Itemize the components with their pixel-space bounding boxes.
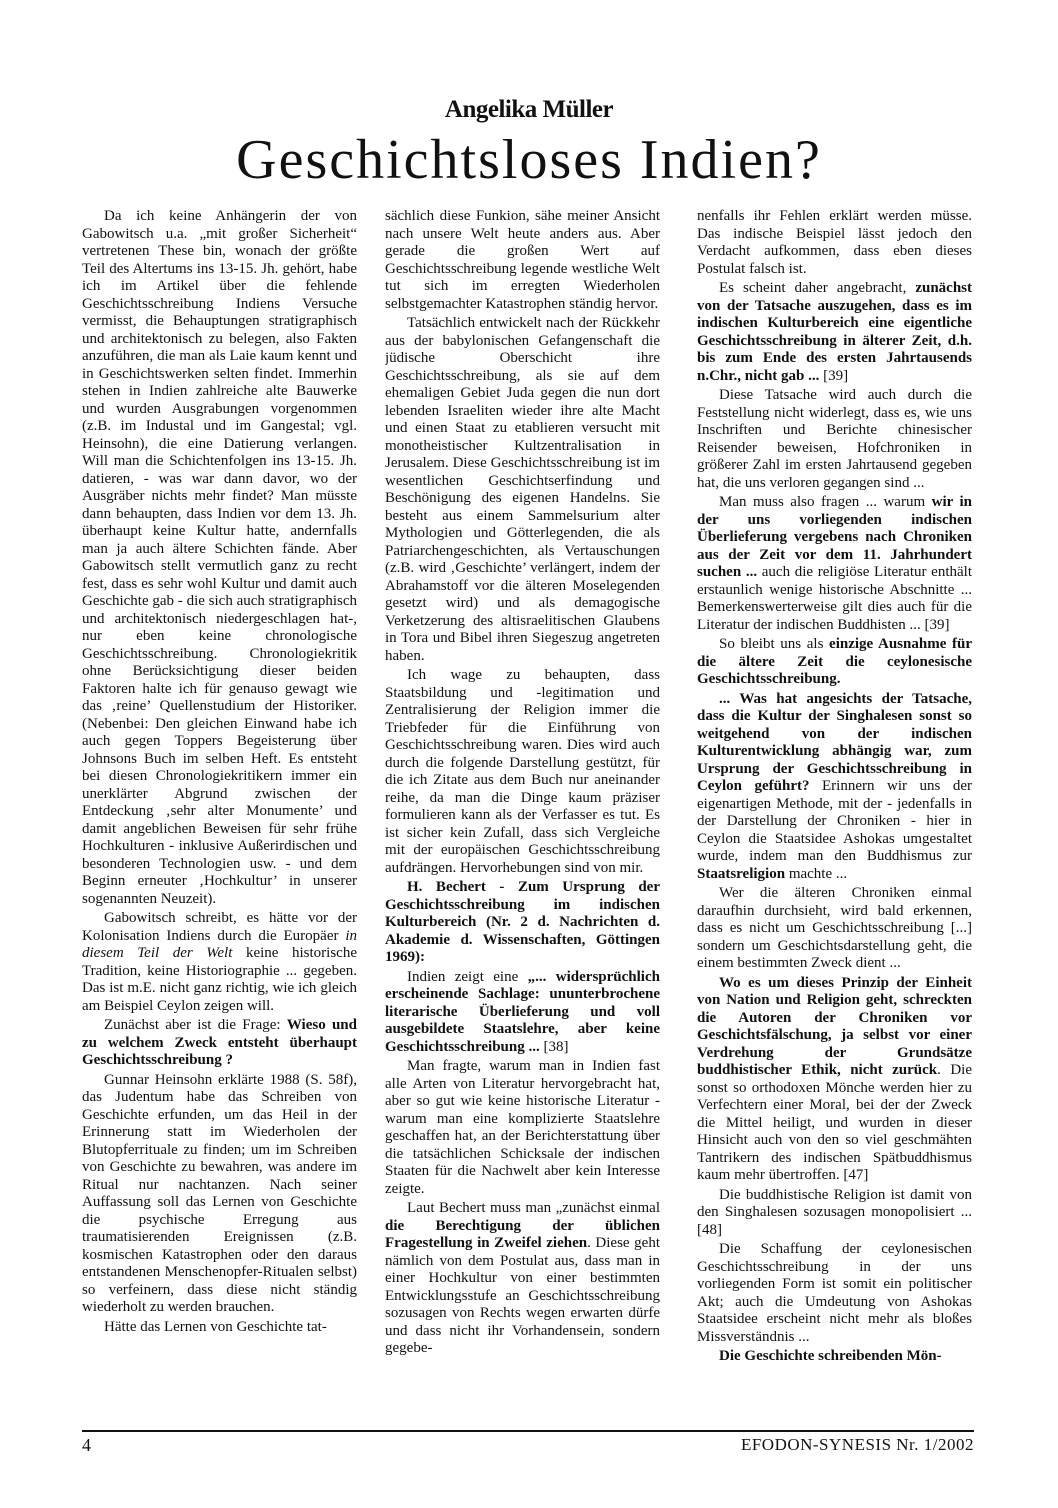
- body-text: keine historische Tradition, keine Historiographie ... gegeben. Das ist m.E. nicht ganz richtig, wie ich gleich am Beispiel Ceylon zeigen will.: [82, 945, 357, 1014]
- paragraph: [385, 1200, 660, 1358]
- paragraph: [82, 208, 357, 908]
- paragraph: [697, 1348, 972, 1366]
- italic-text: in diesem Teil der Welt: [82, 927, 357, 961]
- paragraph: [82, 1017, 357, 1070]
- body-text: Ich wage zu behaupten, dass Staatsbildung und -legitimation und Zentralisierung der Religion immer die Triebfeder für die Einführung von Geschichtsschreibung waren. Dies wird auch durch die folgende Darstellung gestützt, für die ich Zitate aus dem Buch nur aneinander reihe, da man die Dinge kaum präziser formulieren kann als der Verfasser es tut. Es ist sicher kein Zufall, dass sich Vergleiche mit der europäischen Geschichtsschreibung aufdrängen. Hervorhebungen sind von mir.: [385, 667, 660, 876]
- paragraph: [697, 280, 972, 385]
- paragraph: [385, 969, 660, 1057]
- body-text: auch die religiöse Literatur enthält erstaunlich wenige historische Abschnitte ... Bemerkenswerterweise gilt dies auch für die Literatur der indischen Buddhisten ... [39]: [697, 564, 972, 633]
- body-text: So bleibt uns als: [719, 636, 830, 652]
- paragraph: [697, 975, 972, 1185]
- paragraph: [385, 667, 660, 877]
- paragraph: [697, 387, 972, 492]
- paragraph: [385, 1058, 660, 1198]
- body-text: Da ich keine Anhängerin der von Gabowitsch u.a. „mit großer Sicherheit“ vertretenen These bin, wonach der größte Teil des Altertums ins 13-15. Jh. gehört, habe ich im Artikel über die fehlende Geschichtsschreibung Indiens Versuche vermisst, die Behauptungen stratigraphisch und architektonisch zu belegen, also Fakten anzuführen, die man als Laie kaum kennt und in Geschichtswerken selten findet. Immerhin stehen in Indien zahlreiche alte Bauwerke und wurden Ausgrabungen vorgenommen (z.B. im Industal und im Gangestal; vgl. Heinsohn), die eine Datierung verlangen. Will man die Schichtenfolgen ins 13-15. Jh. datieren, - was war dann davor, wo der Ausgräber nichts mehr findet? Man müsste dann behaupten, dass Indien vor dem 13. Jh. überhaupt keine Kultur hatte, andernfalls man ja auch ältere Schichten fände. Aber Gabowitsch stellt vermutlich ganz zu recht fest, dass es sehr wohl Kultur und damit auch Geschichte gab - die sich auch stratigraphisch und architektonisch niedergeschlagen hat-, nur eben keine chronologische Geschichtsschreibung. Chronologiekritik ohne Berücksichtigung dieser beiden Faktoren halte ich für genauso gewagt wie das ‚reine’ Quellenstudium der Historiker. (Nebenbei: Den gleichen Einwand habe ich auch gegen Toppers Begeisterung über Johnsons Buch im selben Heft. Es entsteht bei diesen Chronologiekritikern immer ein unerklärter Abgrund zwischen der Entdeckung ‚sehr alter Monumente’ und damit angeblichen Beweisen für sehr frühe Hochkulturen - inklusive Außerirdischen und besonderen Technologien usw. - und dem Beginn erneuter ‚Hochkultur’ in unserer sogenannten Neuzeit).: [82, 208, 357, 907]
- paragraph: [385, 315, 660, 665]
- body-text: sächlich diese Funkion, sähe meiner Ansicht nach unsere Welt heute anders aus. Aber gerade die großen Wert auf Geschichtsschreibung legende westliche Welt tut sich im erregten Wiederholen selbstgemachter Katastrophen ständig hervor.: [385, 208, 660, 312]
- article-title: Geschichtsloses Indien?: [236, 129, 822, 191]
- bold-text: wir in der uns vorliegenden indischen Überlieferung vergebens nach Chroniken aus der Zeit vor dem 11. Jahrhundert suchen ...: [697, 494, 972, 580]
- paragraph: [697, 636, 972, 689]
- body-text: . Die sonst so orthodoxen Mönche werden hier zu Verfechtern einer Moral, bei der der Zweck die Mittel heiligt, und wurden in dieser Hinsicht auch von den so viel geschmähten Tantrikern des indischen Spätbuddhismus kaum mehr übertroffen. [47]: [697, 1062, 972, 1183]
- body-text: Gabowitsch schreibt, es hätte vor der Kolonisation Indiens durch die Europäer: [82, 910, 357, 944]
- bold-text: ... Was hat angesichts der Tatsache, dass die Kultur der Singhalesen sonst so weitgehend von der indischen Kulturentwicklung abhängig war, zum Ursprung der Geschichtsschreibung in Ceylon geführt?: [697, 690, 972, 794]
- body-text: Man muss also fragen ... warum: [719, 494, 932, 510]
- body-text: Die buddhistische Religion ist damit von den Singhalesen sozusagen monopolisiert ... [48]: [697, 1186, 972, 1238]
- body-text: . Diese geht nämlich von dem Postulat aus, dass man in einer Hochkultur von einer bestimmten Entwicklungsstufe an Geschichtsschreibung sozusagen von Rechts wegen erwarten dürfe und dass nicht ihr Vorhandensein, sondern gegebe-: [385, 1235, 660, 1356]
- bold-text: die Berechtigung der üblichen Fragestellung in Zweifel ziehen: [385, 1217, 660, 1251]
- paragraph: [82, 1319, 357, 1337]
- bold-text: Die Geschichte schreibenden Mön-: [719, 1348, 942, 1364]
- body-text: Es scheint daher angebracht,: [719, 280, 916, 296]
- body-text: Tatsächlich entwickelt nach der Rückkehr aus der babylonischen Gefangenschaft die jüdische Oberschicht ihre Geschichtsschreibung, als sie auf dem ehemaligen Gebiet Juda gegen die nun dort lebenden Israeliten wieder ihre alte Macht und einen Staat zu etablieren versucht mit monotheistischer Kultzentralisation in Jerusalem. Diese Geschichtsschreibung ist im wesentlichen Geschichtserfindung und Beschönigung des eigenen Handelns. Sie besteht aus einem Sammelsurium alter Mythologien und Götterlegenden, die als Patriarchengeschichten, als Vertauschungen (z.B. wird ‚Geschichte’ verlängert, indem der Abrahamstoff vor die älteren Moselegenden gesetzt wird) und als demagogische Verketzerung des altisraelitischen Glaubens in Tora und Bibel ihren Siegeszug angetreten haben.: [385, 315, 660, 664]
- bold-text: zunächst von der Tatsache auszugehen, dass es im indischen Kulturbereich eine eigentliche Geschichtsschreibung in älterer Zeit, d.h. bis zum Ende des ersten Jahrtausends n.Chr., nicht gab ...: [697, 280, 972, 384]
- body-text: Erinnern wir uns der eigenartigen Methode, mit der - jedenfalls in der Darstellung der Chroniken - hier in Ceylon die Staatsidee Ashokas umgestaltet wurde, indem man den Buddhismus zur: [697, 778, 972, 864]
- body-text: Laut Bechert muss man „zunächst einmal: [407, 1200, 660, 1216]
- paragraph: [697, 494, 972, 634]
- text-column-2: [385, 208, 660, 1508]
- body-text: [39]: [819, 367, 849, 384]
- paragraph: [697, 885, 972, 973]
- paragraph: [697, 1241, 972, 1346]
- page-number: 4: [82, 1435, 91, 1455]
- text-column-1: [82, 208, 357, 1508]
- body-text: Wer die älteren Chroniken einmal daraufhin durchsieht, wird bald erkennen, dass es nicht um Geschichtsschreibung [...] sondern um Geschichtsdarstellung geht, die einem bestimmten Zweck dient ...: [697, 885, 972, 971]
- bold-text: „... widersprüchlich erscheinende Sachlage: ununterbrochene literarische Überlieferung und voll ausgebildete Staatslehre, aber keine Geschichtsschreibung ...: [385, 968, 660, 1055]
- paragraph: [385, 879, 660, 967]
- journal-issue: EFODON-SYNESIS Nr. 1/2002: [740, 1435, 974, 1454]
- body-text: Die Schaffung der ceylonesischen Geschichtsschreibung in der uns vorliegenden Form ist somit ein politischer Akt; auch die Umdeutung von Ashokas Staatsidee erscheint nicht mehr als bloßes Missverständnis ...: [697, 1241, 972, 1345]
- body-text: nenfalls ihr Fehlen erklärt werden müsse. Das indische Beispiel lässt jedoch den Verdacht aufkommen, dass eben dieses Postulat falsch ist.: [697, 208, 972, 277]
- body-text: Hätte das Lernen von Geschichte tat-: [104, 1318, 327, 1335]
- author-name: Angelika Müller: [444, 96, 614, 123]
- bold-text: einzige Ausnahme für die ältere Zeit die ceylonesische Geschichtsschreibung.: [697, 636, 972, 687]
- paragraph: [697, 1187, 972, 1240]
- bold-text: H. Bechert - Zum Ursprung der Geschichtsschreibung im indischen Kulturbereich (Nr. 2 d. Nachrichten d. Akademie d. Wissenschaften, Göttingen 1969):: [385, 879, 660, 965]
- paragraph: [697, 691, 972, 884]
- body-text: Gunnar Heinsohn erklärte 1988 (S. 58f), das Judentum habe das Schreiben von Geschichte erfunden, um das Heil in der Erinnerung statt im Wiederholen der Blutopferrituale zu finden; um im Schreiben von Geschichte zu bewahren, was andere im Ritual nur nachtanzen. Nach seiner Auffassung soll das Lernen von Geschichte die psychische Erregung aus traumatisierenden Ereignissen (z.B. kosmischen Katastrophen oder den daraus entstandenen Menschenopfer-Ritualen selbst) so verfeinern, dass diese nicht ständig wiederholt zu werden brauchen.: [82, 1071, 357, 1315]
- body-text: machte ...: [785, 865, 848, 882]
- body-text: Indien zeigt eine: [407, 968, 528, 985]
- body-text: Man fragte, warum man in Indien fast alle Arten von Literatur hervorgebracht hat, aber so gut wie keine historische Literatur - warum man eine komplizierte Staatslehre geschaffen hat, an der Berichterstattung über die tatsächlichen Schicksale der indischen Staaten für die Nachwelt aber kein Interesse zeigte.: [385, 1058, 660, 1197]
- bold-text: Staatsreligion: [697, 865, 786, 882]
- footer-divider: [82, 1430, 974, 1432]
- body-text: Diese Tatsache wird auch durch die Feststellung nicht widerlegt, dass es, wie uns Inschriften und Berichte chinesischer Reisender beweisen, Hofchroniken in größerer Zahl im ersten Jahrtausend gegeben hat, die uns verloren gegangen sind ...: [697, 387, 972, 491]
- body-text: Zunächst aber ist die Frage:: [104, 1017, 287, 1033]
- body-text: [38]: [539, 1038, 569, 1055]
- text-column-3: [697, 208, 972, 1508]
- paragraph: [82, 1072, 357, 1317]
- bold-text: Wieso und zu welchem Zweck entsteht überhaupt Geschichtsschreibung ?: [82, 1017, 357, 1068]
- bold-text: Wo es um dieses Prinzip der Einheit von Nation und Religion geht, schreckten die Autoren der Chroniken vor Geschichtsfälschung, ja selbst vor einer Verdrehung der Grundsätze buddhistischer Ethik, nicht zurück: [697, 974, 972, 1078]
- paragraph: [82, 910, 357, 1015]
- paragraph: [697, 208, 972, 278]
- paragraph: [385, 208, 660, 313]
